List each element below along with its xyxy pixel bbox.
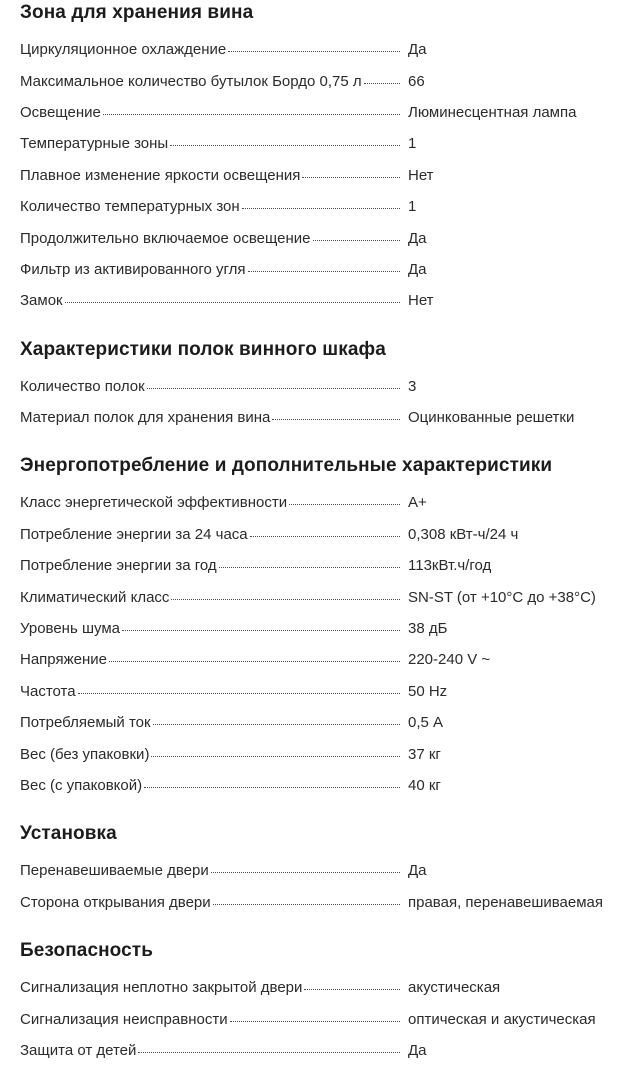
spec-value: правая, перенавешиваемая bbox=[408, 893, 603, 911]
spec-row-left bbox=[20, 197, 400, 216]
dotted-leader bbox=[228, 51, 400, 52]
spec-row bbox=[20, 887, 617, 918]
spec-value: Оцинкованные решетки bbox=[408, 409, 575, 427]
spec-row bbox=[20, 402, 617, 433]
spec-row bbox=[20, 160, 617, 191]
spec-value: Нет bbox=[408, 166, 434, 184]
spec-section bbox=[20, 939, 617, 1066]
spec-row-left bbox=[20, 229, 400, 248]
spec-value: 113кВт.ч/год bbox=[408, 557, 492, 575]
spec-label: Циркуляционное охлаждение bbox=[20, 41, 227, 59]
dotted-leader bbox=[219, 567, 400, 568]
spec-value: SN-ST (от +10°C до +38°C) bbox=[408, 588, 596, 606]
spec-row-left bbox=[20, 408, 400, 427]
dotted-leader bbox=[147, 388, 400, 389]
spec-section bbox=[20, 822, 617, 918]
spec-value: Люминесцентная лампа bbox=[408, 103, 577, 121]
spec-row bbox=[20, 254, 617, 285]
dotted-leader bbox=[65, 302, 400, 303]
spec-row-left bbox=[20, 166, 400, 185]
spec-row-left bbox=[20, 978, 400, 997]
dotted-leader bbox=[211, 872, 400, 873]
spec-value: 0,5 А bbox=[408, 714, 444, 732]
spec-label: Перенавешиваемые двери bbox=[20, 862, 209, 880]
spec-label: Сигнализация неисправности bbox=[20, 1010, 228, 1028]
spec-row-left bbox=[20, 260, 400, 279]
spec-value: Нет bbox=[408, 292, 434, 310]
spec-row-left bbox=[20, 713, 400, 732]
dotted-leader bbox=[109, 661, 400, 662]
spec-label: Продолжительно включаемое освещение bbox=[20, 229, 311, 247]
dotted-leader bbox=[248, 271, 400, 272]
spec-value: 38 дБ bbox=[408, 620, 448, 638]
spec-row bbox=[20, 34, 617, 65]
spec-value: Да bbox=[408, 260, 427, 278]
spec-label: Потребление энергии за 24 часа bbox=[20, 525, 248, 543]
section-title: Безопасность bbox=[20, 939, 153, 961]
spec-row bbox=[20, 644, 617, 675]
spec-label: Потребляемый ток bbox=[20, 714, 151, 732]
dotted-leader bbox=[313, 240, 400, 241]
spec-value: 66 bbox=[408, 72, 425, 90]
spec-value: Да bbox=[408, 229, 427, 247]
spec-value: 37 кг bbox=[408, 745, 441, 763]
spec-label: Уровень шума bbox=[20, 620, 120, 638]
spec-row bbox=[20, 128, 617, 159]
spec-label: Сторона открывания двери bbox=[20, 893, 211, 911]
section-title: Энергопотребление и дополнительные характеристики bbox=[20, 455, 553, 477]
spec-value: 3 bbox=[408, 377, 417, 395]
spec-value: 40 кг bbox=[408, 777, 441, 794]
spec-value: 1 bbox=[408, 198, 417, 216]
spec-label: Плавное изменение яркости освещения bbox=[20, 166, 301, 184]
spec-label: Защита от детей bbox=[20, 1041, 137, 1059]
spec-label: Потребление энергии за год bbox=[20, 557, 217, 575]
section-title: Установка bbox=[20, 823, 117, 845]
dotted-leader bbox=[78, 693, 400, 694]
spec-row bbox=[20, 519, 617, 550]
spec-value: оптическая и акустическая bbox=[408, 1010, 596, 1028]
spec-row bbox=[20, 676, 617, 707]
dotted-leader bbox=[304, 989, 400, 990]
spec-value: акустическая bbox=[408, 979, 501, 997]
spec-row bbox=[20, 285, 617, 316]
section-title: Характеристики полок винного шкафа bbox=[20, 338, 386, 360]
dotted-leader bbox=[170, 145, 400, 146]
spec-value: 220-240 V ~ bbox=[408, 651, 491, 669]
spec-row bbox=[20, 487, 617, 518]
spec-row bbox=[20, 707, 617, 738]
spec-label: Сигнализация неплотно закрытой двери bbox=[20, 979, 303, 997]
spec-label: Максимальное количество бутылок Бордо 0,75 л bbox=[20, 72, 362, 90]
spec-label: Вес (с упаковкой) bbox=[20, 777, 143, 794]
dotted-leader bbox=[151, 756, 400, 757]
dotted-leader bbox=[242, 208, 400, 209]
spec-section bbox=[20, 0, 617, 317]
spec-label: Вес (без упаковки) bbox=[20, 745, 150, 763]
dotted-leader bbox=[213, 904, 400, 905]
dotted-leader bbox=[138, 1052, 400, 1053]
spec-label: Климатический класс bbox=[20, 588, 170, 606]
spec-label: Замок bbox=[20, 292, 63, 310]
spec-value: Да bbox=[408, 1041, 427, 1059]
spec-row bbox=[20, 738, 617, 769]
dotted-leader bbox=[230, 1021, 400, 1022]
dotted-leader bbox=[250, 536, 400, 537]
dotted-leader bbox=[153, 724, 400, 725]
spec-value: 1 bbox=[408, 135, 417, 153]
spec-row-left bbox=[20, 40, 400, 59]
spec-row bbox=[20, 65, 617, 96]
spec-section bbox=[20, 338, 617, 434]
spec-row-left bbox=[20, 72, 400, 91]
spec-row bbox=[20, 581, 617, 612]
spec-row-left bbox=[20, 682, 400, 701]
spec-row bbox=[20, 222, 617, 253]
section-title: Зона для хранения вина bbox=[20, 2, 254, 23]
dotted-leader bbox=[289, 504, 400, 505]
spec-value: 0,308 кВт-ч/24 ч bbox=[408, 525, 519, 543]
spec-row-left bbox=[20, 588, 400, 607]
spec-value: Да bbox=[408, 862, 427, 880]
spec-label: Количество полок bbox=[20, 377, 145, 395]
spec-row bbox=[20, 613, 617, 644]
spec-label: Фильтр из активированного угля bbox=[20, 260, 246, 278]
spec-row-left bbox=[20, 377, 400, 396]
spec-row bbox=[20, 1003, 617, 1034]
spec-row-left bbox=[20, 291, 400, 310]
spec-label: Напряжение bbox=[20, 651, 107, 669]
dotted-leader bbox=[364, 83, 400, 84]
spec-row-left bbox=[20, 776, 400, 795]
dotted-leader bbox=[171, 599, 400, 600]
spec-row-left bbox=[20, 745, 400, 764]
spec-section bbox=[20, 454, 617, 801]
spec-row-left bbox=[20, 650, 400, 669]
spec-row bbox=[20, 1035, 617, 1066]
spec-row-left bbox=[20, 556, 400, 575]
spec-row-left bbox=[20, 103, 400, 122]
spec-row bbox=[20, 550, 617, 581]
dotted-leader bbox=[302, 177, 400, 178]
spec-row-left bbox=[20, 893, 400, 912]
spec-row bbox=[20, 972, 617, 1003]
spec-label: Материал полок для хранения вина bbox=[20, 409, 271, 427]
spec-row bbox=[20, 770, 617, 801]
spec-label: Количество температурных зон bbox=[20, 198, 240, 216]
spec-label: Частота bbox=[20, 682, 76, 700]
spec-row bbox=[20, 371, 617, 402]
spec-row-left bbox=[20, 861, 400, 880]
spec-row-left bbox=[20, 493, 400, 512]
spec-row bbox=[20, 191, 617, 222]
spec-row bbox=[20, 97, 617, 128]
spec-row-left bbox=[20, 134, 400, 153]
spec-value: A+ bbox=[408, 494, 427, 512]
spec-row-left bbox=[20, 619, 400, 638]
dotted-leader bbox=[122, 630, 400, 631]
spec-row-left bbox=[20, 1041, 400, 1060]
spec-row bbox=[20, 855, 617, 886]
spec-list bbox=[20, 0, 617, 1066]
dotted-leader bbox=[103, 114, 400, 115]
spec-label: Освещение bbox=[20, 103, 101, 121]
spec-label: Класс энергетической эффективности bbox=[20, 494, 288, 512]
dotted-leader bbox=[272, 419, 400, 420]
spec-value: Да bbox=[408, 41, 427, 59]
spec-row-left bbox=[20, 525, 400, 544]
spec-row-left bbox=[20, 1010, 400, 1029]
spec-label: Температурные зоны bbox=[20, 135, 169, 153]
dotted-leader bbox=[144, 787, 400, 788]
spec-value: 50 Hz bbox=[408, 682, 448, 700]
